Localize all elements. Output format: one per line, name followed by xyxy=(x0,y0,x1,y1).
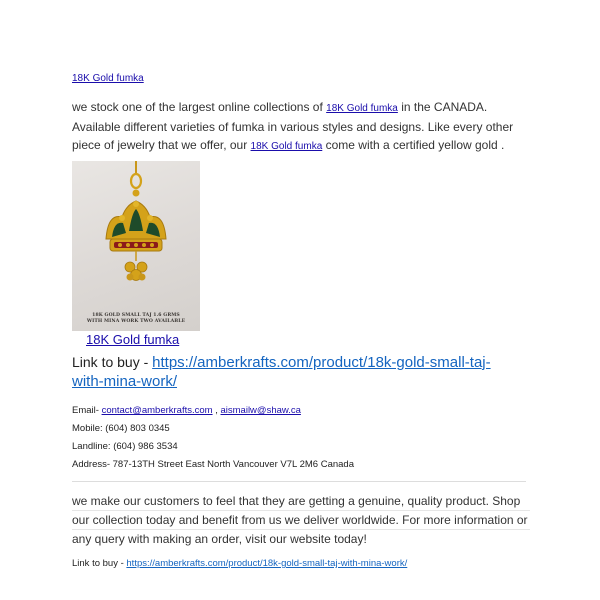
crown-pendant-illustration xyxy=(72,161,200,331)
outro-line-1: we make our customers to feel that they are getting a genuine, quality product. Shop xyxy=(72,492,530,511)
email-label: Email- xyxy=(72,405,102,416)
image-caption-line-1: 18K GOLD SMALL TAJ 1.6 GRMS xyxy=(92,313,180,318)
email-separator: , xyxy=(212,405,221,416)
bottom-buy-link-url[interactable]: https://amberkrafts.com/product/18k-gold-small-taj-with-mina-work/ xyxy=(126,558,408,569)
section-divider xyxy=(72,481,526,482)
email-line xyxy=(72,402,354,420)
bottom-buy-link-block xyxy=(72,558,407,569)
intro-product-link-2[interactable]: 18K Gold fumka xyxy=(250,141,323,152)
email-link-2[interactable]: aismailw@shaw.ca xyxy=(220,405,301,416)
buy-link-label: Link to buy - xyxy=(72,354,153,370)
outro-line-2: our collection today and benefit from us we deliver worldwide. For more information or xyxy=(72,511,530,530)
top-product-link[interactable]: 18K Gold fumka xyxy=(72,73,144,84)
intro-product-link-1[interactable]: 18K Gold fumka xyxy=(326,103,398,114)
contact-block xyxy=(72,402,354,474)
image-caption-link[interactable]: 18K Gold fumka xyxy=(86,332,180,347)
mobile-line: Mobile: (604) 803 0345 xyxy=(72,423,170,434)
address-line: Address- 787-13TH Street East North Vancouver V7L 2M6 Canada xyxy=(72,459,354,470)
buy-link-url[interactable]: https://amberkrafts.com/product/18k-gold-small-taj-with-mina-work/ xyxy=(72,354,491,390)
intro-text-1: we stock one of the largest online collections of xyxy=(72,100,327,114)
image-caption-line-2: WITH MINA WORK TWO AVAILABLE xyxy=(86,319,186,324)
intro-text-3: come with a certified yellow gold . xyxy=(322,138,505,152)
image-caption xyxy=(78,313,194,325)
product-image[interactable] xyxy=(72,161,200,331)
outro-line-3: any query with making an order, visit our website today! xyxy=(72,532,367,546)
intro-text-2: in the CANADA. Available different varieties of fumka in various styles and designs. Like every other piece of jewelry that we offer, our xyxy=(72,100,514,152)
buy-link-block xyxy=(72,353,502,391)
intro-paragraph xyxy=(72,98,530,156)
landline-line: Landline: (604) 986 3534 xyxy=(72,441,178,452)
email-link-1[interactable]: contact@amberkrafts.com xyxy=(101,405,213,416)
bottom-buy-link-label: Link to buy - xyxy=(72,558,127,569)
outro-paragraph xyxy=(72,492,530,548)
